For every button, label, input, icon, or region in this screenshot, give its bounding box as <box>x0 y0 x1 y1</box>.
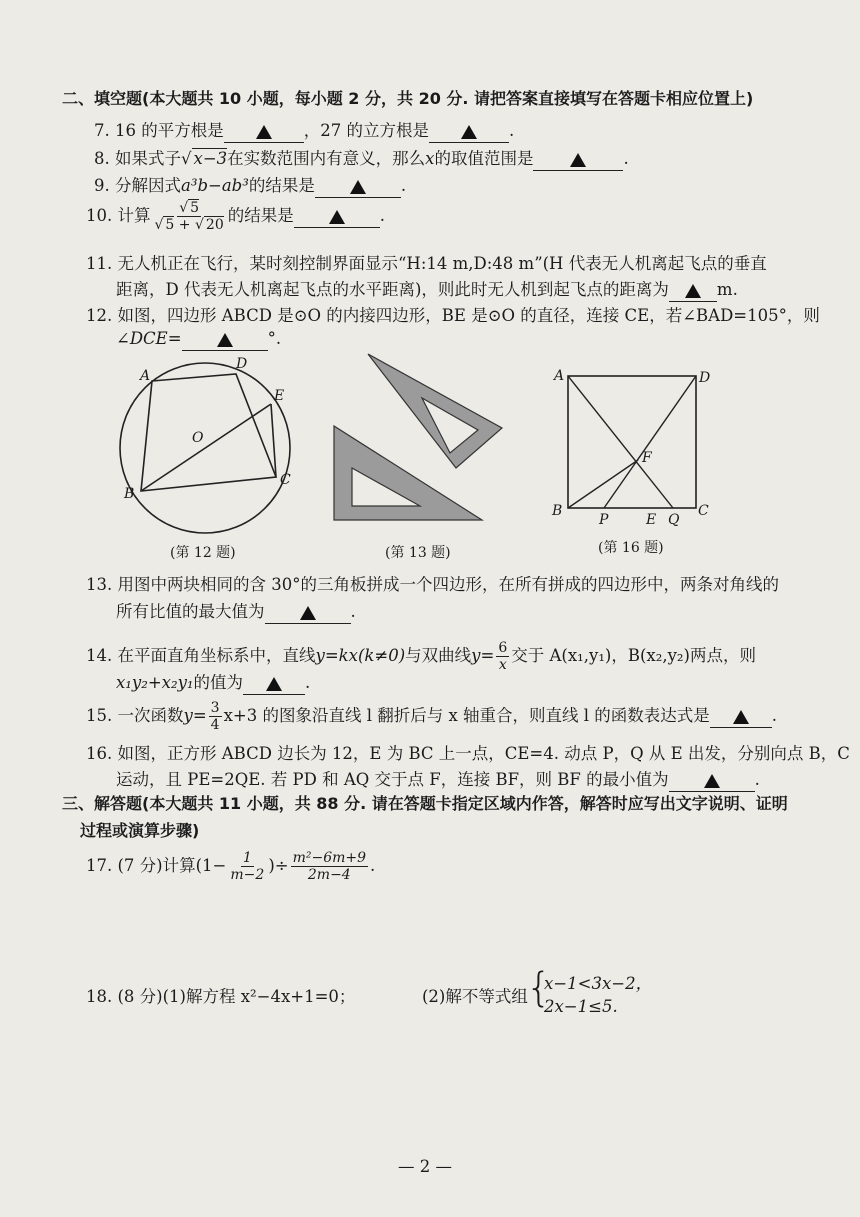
triangle-marker-icon <box>570 153 586 167</box>
question-14-line-2: x₁y₂+x₂y₁的值为 . <box>116 669 310 695</box>
question-11-line-2: 距离，D 代表无人机离起飞点的水平距离)，则此时无人机到起飞点的距离为 m. <box>116 276 738 302</box>
answer-blank[interactable] <box>429 122 509 143</box>
question-16-line-2: 运动，且 PE=2QE. 若 PD 和 AQ 交于点 F，连接 BF，则 BF 的最小值为 . <box>116 766 760 792</box>
question-13: 13. 用图中两块相同的含 30°的三角板拼成一个四边形，在所有拼成的四边形中，两条对角线的 <box>86 575 779 594</box>
segment-aq <box>568 376 673 508</box>
answer-blank[interactable] <box>710 707 772 728</box>
label-e: E <box>646 512 657 528</box>
question-11: 11. 无人机正在飞行，某时刻控制界面显示“H:14 m,D:48 m”(H 代表无人机离起飞点的垂直 <box>86 254 767 273</box>
answer-blank[interactable] <box>669 771 755 792</box>
figure-13-set-squares <box>328 350 514 528</box>
label-o: O <box>192 430 204 446</box>
figure-16-caption: (第 16 题) <box>598 540 664 556</box>
inequality-1: x−1<3x−2， <box>544 974 653 993</box>
label-q: Q <box>668 512 680 528</box>
question-13-line-2: 所有比值的最大值为 . <box>116 598 356 624</box>
figure-13-caption: (第 13 题) <box>385 545 451 561</box>
square-abcd <box>568 376 696 508</box>
figure-16-square <box>548 360 718 530</box>
inequality-2: 2x−1≤5. <box>544 997 618 1016</box>
triangle-marker-icon <box>704 774 720 788</box>
diameter-be <box>141 404 271 491</box>
answer-blank[interactable] <box>533 150 623 171</box>
brace-icon: { <box>526 965 552 1011</box>
section-3-heading: 三、解答题(本大题共 11 小题，共 88 分. 请在答题卡指定区域内作答，解答时应写出文字说明、证明 <box>62 794 788 813</box>
triangle-marker-icon <box>685 284 701 298</box>
question-17: 17. (7 分)计算(1− $\frac{1}{m-2}$ )÷ $\frac{\text{m²−6m+9}}{2m-4}$ . <box>86 850 376 884</box>
answer-blank[interactable] <box>669 281 717 302</box>
triangle-marker-icon <box>329 210 345 224</box>
label-b: B <box>552 503 563 519</box>
answer-blank[interactable] <box>315 177 401 198</box>
segment-pd <box>604 376 696 508</box>
fraction: $\frac{\text{m²−6m+9}}{2m-4}$ <box>292 850 367 884</box>
label-c: C <box>280 472 291 488</box>
triangle-marker-icon <box>350 180 366 194</box>
figure-12-caption: (第 12 题) <box>170 545 236 561</box>
question-9: 9. 分解因式a³b−ab³的结果是 . <box>94 172 406 198</box>
label-d: D <box>699 370 711 386</box>
fraction: $\frac{3}{4}$ <box>210 700 220 734</box>
answer-blank[interactable] <box>294 207 380 228</box>
question-14: 14. 在平面直角坐标系中，直线y=kx(k≠0)与双曲线y= $\frac{6}{x}$ 交于 A(x₁,y₁)，B(x₂,y₂)两点，则 <box>86 640 756 674</box>
triangle-marker-icon <box>217 333 233 347</box>
label-c: C <box>698 503 709 519</box>
answer-blank[interactable] <box>243 674 305 695</box>
quadrilateral-abcd <box>141 374 276 491</box>
page-number: — 2 — <box>398 1157 452 1176</box>
answer-blank[interactable] <box>224 122 304 143</box>
label-f: F <box>642 450 652 466</box>
label-a: A <box>554 368 565 384</box>
question-12-line-2: ∠DCE= °. <box>116 329 281 351</box>
triangle-marker-icon <box>733 710 749 724</box>
figure-12-circle-quadrilateral <box>108 352 308 542</box>
label-d: D <box>236 356 248 372</box>
segment-bf <box>568 460 638 508</box>
question-18: 18. (8 分)(1)解方程 x²−4x+1=0； <box>86 987 356 1006</box>
fraction: $\frac{6}{x}$ <box>498 640 508 674</box>
label-a: A <box>140 368 151 384</box>
question-10: 10. 计算 $\frac{√ 5}{√ 5 + √ 20}$ 的结果是 . <box>86 200 385 234</box>
set-square-lower <box>334 426 482 520</box>
fraction: $\frac{√ 5}{√ 5 + √ 20}$ <box>154 200 224 234</box>
question-12: 12. 如图，四边形 ABCD 是⊙O 的内接四边形，BE 是⊙O 的直径，连接 CE，若∠BAD=105°，则 <box>86 306 820 325</box>
triangle-marker-icon <box>300 606 316 620</box>
label-b: B <box>124 486 135 502</box>
label-p: P <box>599 512 609 528</box>
question-16: 16. 如图，正方形 ABCD 边长为 12，E 为 BC 上一点，CE=4. 动点 P，Q 从 E 出发，分别向点 B，C <box>86 744 850 763</box>
label-e: E <box>274 388 285 404</box>
section-3-heading-line-2: 过程或演算步骤) <box>80 821 200 840</box>
fraction: $\frac{1}{m-2}$ <box>230 850 265 884</box>
triangle-marker-icon <box>256 125 272 139</box>
question-8: 8. 如果式子√ x−3在实数范围内有意义，那么x的取值范围是 . <box>94 145 629 171</box>
section-2-heading: 二、填空题(本大题共 10 小题，每小题 2 分，共 20 分. 请把答案直接填写在答题卡相应位置上) <box>62 89 754 108</box>
question-15: 15. 一次函数y= $\frac{3}{4}$ x+3 的图象沿直线 l 翻折后与 x 轴重合，则直线 l 的函数表达式是 . <box>86 700 778 734</box>
triangle-marker-icon <box>461 125 477 139</box>
question-18-part-2: (2)解不等式组 <box>422 987 528 1006</box>
answer-blank[interactable] <box>182 330 268 351</box>
triangle-marker-icon <box>266 677 282 691</box>
answer-blank[interactable] <box>265 603 351 624</box>
set-square-upper <box>368 354 502 468</box>
question-7: 7. 16 的平方根是 ，27 的立方根是 . <box>94 117 514 143</box>
